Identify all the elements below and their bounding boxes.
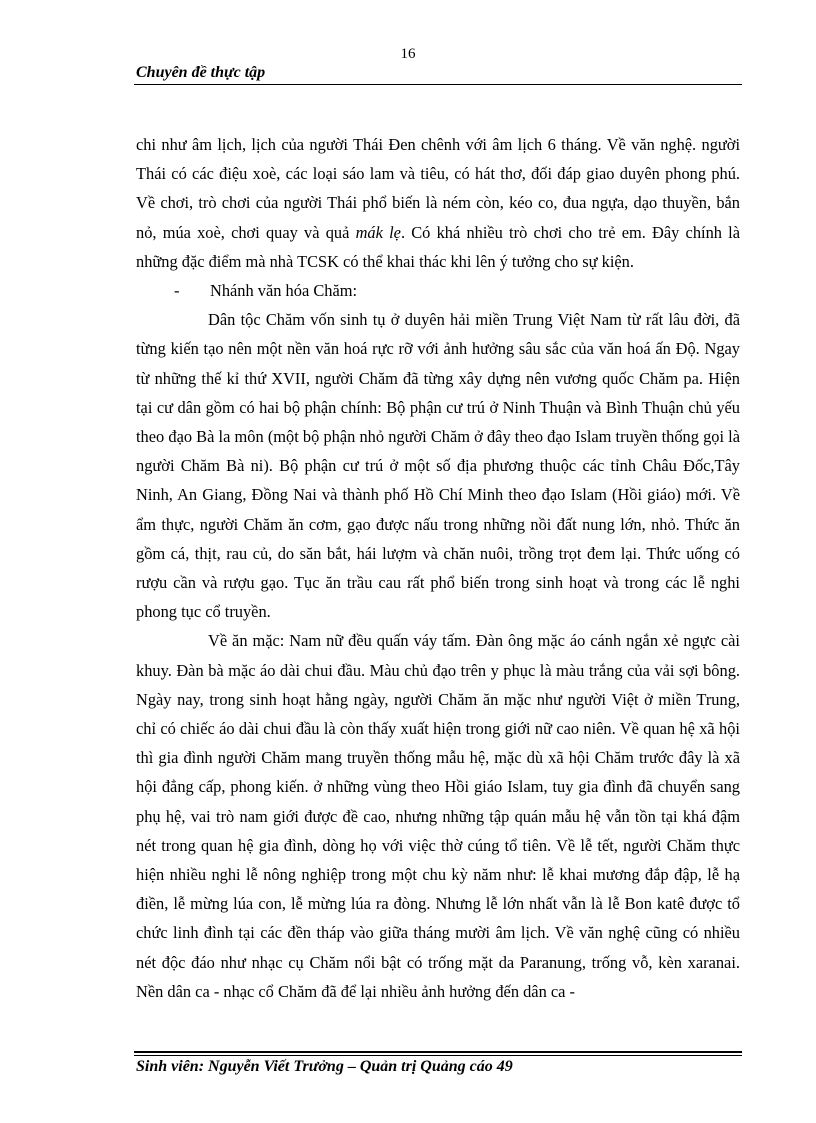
document-body — [136, 130, 740, 1006]
paragraph-cham-clothing: Về ăn mặc: Nam nữ đều quấn váy tấm. Đàn ông mặc áo cánh ngắn xẻ ngực cài khuy. Đàn bà mặc áo dài chui đầu. Màu chủ đạo trên y phục là màu trắng của vải sợi bông. Ngày nay, trong sinh hoạt hằng ngày, người Chăm ăn mặc như người Việt ở miền Trung, chỉ có chiếc áo dài chui đầu là còn thấy xuất hiện trong giới nữ cao niên. Về quan hệ xã hội thì gia đình người Chăm mang truyền thống mẫu hệ, mặc dù xã hội Chăm trước đây là xã hội đẳng cấp, phong kiến. ở những vùng theo Hồi giáo Islam, tuy gia đình đã chuyển sang phụ hệ, vai trò nam giới được đề cao, nhưng những tập quán mẫu hệ vẫn tồn tại khá đậm nét trong quan hệ gia đình, dòng họ với việc thờ cúng tổ tiên. Về lễ tết, người Chăm thực hiện nhiều nghi lễ nông nghiệp trong một chu kỳ năm như: lễ khai mương đắp đập, lễ hạ điền, lễ mừng lúa con, lễ mừng lúa ra đòng. Nhưng lễ lớn nhất vẫn là lễ Bon katê được tổ chức linh đình tại các đền tháp vào giữa tháng mười âm lịch. Về văn nghệ cũng có nhiều nét độc đáo như nhạc cụ Chăm nổi bật có trống mặt da Paranung, trống vỗ, kèn xaranai. Nền dân ca - nhạc cổ Chăm đã để lại nhiều ảnh hưởng đến dân ca - — [136, 631, 740, 1001]
footer-divider-thick — [134, 1051, 742, 1053]
bullet-item-cham — [136, 276, 740, 305]
paragraph-text-end: . Có khá nhiều trò chơi cho trẻ em. Đây chính là những đặc điểm mà nhà TCSK có thể khai thác khi lên ý tưởng cho sự kiện. — [136, 222, 741, 271]
italic-term: mák lẹ — [355, 222, 401, 242]
footer-author: Sinh viên: Nguyễn Viết Trưởng – Quản trị Quảng cáo 49 — [136, 1058, 513, 1075]
paragraph-cham-origin: Dân tộc Chăm vốn sinh tụ ở duyên hải miền Trung Việt Nam từ rất lâu đời, đã từng kiến tạo nên một nền văn hoá rực rỡ với ảnh hưởng sâu sắc của văn hoá ấn Độ. Ngay từ những thế kỉ thứ XVII, người Chăm đã từng xây dựng nên vương quốc Chăm pa. Hiện tại cư dân gồm có hai bộ phận chính: Bộ phận cư trú ở Ninh Thuận và Bình Thuận chủ yếu theo đạo Bà la môn (một bộ phận nhỏ người Chăm ở đây theo đạo Islam truyền thống gọi là người Chăm Bà ni). Bộ phận cư trú ở một số địa phương thuộc các tỉnh Châu Đốc,Tây Ninh, An Giang, Đồng Nai và thành phố Hồ Chí Minh theo đạo Islam (Hồi giáo) mới. Về ẩm thực, người Chăm ăn cơm, gạo được nấu trong những nồi đất nung lớn, nhỏ. Thức ăn gồm cá, thịt, rau củ, do săn bắt, hái lượm và chăn nuôi, trồng trọt đem lại. Thức uống có rượu cần và rượu gạo. Tục ăn trầu cau rất phổ biến trong sinh hoạt và trong các lễ nghi phong tục cổ truyền. — [136, 310, 740, 622]
footer-divider-thin — [134, 1055, 742, 1056]
bullet-dash: - — [174, 281, 180, 301]
page-number: 16 — [400, 46, 416, 62]
bullet-text: Nhánh văn hóa Chăm: — [210, 281, 358, 301]
header-divider — [134, 84, 742, 85]
paragraph-text: chi như âm lịch, lịch của người Thái Đen chênh với âm lịch 6 tháng. Về văn nghệ. người Thái có các điệu xoè, các loại sáo lam và tiêu, có hát thơ, đối đáp giao duyên phong phú. Về chơi, trò chơi của người Thái phổ biến là ném còn, kéo co, đua ngựa, dạo thuyền, bắn nỏ, múa xoè, chơi quay và quả — [136, 135, 740, 242]
paragraph-thai-culture — [136, 130, 740, 276]
header-title: Chuyên đề thực tập — [136, 64, 266, 81]
